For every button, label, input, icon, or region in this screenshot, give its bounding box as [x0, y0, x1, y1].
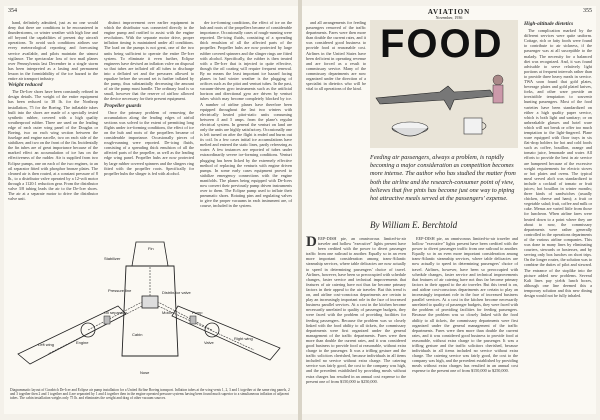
distributor-valve [142, 296, 158, 308]
diagram-label-left-wing: Left wing [38, 342, 55, 347]
left-column-2 [104, 20, 194, 234]
diagram-label-valve: Valve [204, 340, 214, 345]
de-icer-installation-diagram [8, 236, 292, 384]
article-deck: Feeding air passengers, always a problem, is rapidly becoming a major consideration as competition becomes more intense. The author who has studied the matter from both the airline and the research-consumer point of view, believes that five pints has become just one way to piping hot attractive meals served at the passengers' expense. [370, 154, 516, 203]
right-column-left-fragment [306, 20, 366, 200]
drop-cap: D [306, 236, 317, 250]
right-oil-separator [190, 316, 196, 324]
col2-intro: distinct improvement over earlier equipment in which the distributor was connected directly to the engine pump and rarified to assist with the engine revolutions. With the separate motor drive, proper inflation timing is maintained under all conditions. The load on the pumps is not great, one of the two units being sufficient to operate the entire De-Icer system. To eliminate it even further, Eclipse engineers have devised an inflation valve on disposal so that tubes are inflated off all tubes to discharge into a deflated set and the pressures allowed to equalize before the second set is further inflated by the pump, thus substantially decreasing the amount of air the pump must handle. The ordinary load is so small, however that the reserve of airflow allowed the device necessary for their present equipment. [104, 20, 194, 102]
left-page [4, 6, 298, 414]
food-photo-title: FOOD [380, 22, 504, 66]
article-byline: By William E. Berchtold [370, 220, 458, 230]
right-column-3 [524, 20, 592, 410]
left-page-number: 354 [8, 8, 17, 14]
issue-date: November, 1936 [435, 15, 463, 20]
food-photo [370, 20, 518, 148]
diagram-label-right-wing: Right wing [234, 336, 253, 341]
diagram-label-stabilizer: Stabilizer [104, 256, 121, 261]
diagram-label-motor: Motor [162, 310, 173, 315]
left-column-1 [8, 20, 98, 234]
diagram-label-engine: Engine [76, 340, 89, 345]
masthead: AVIATION [427, 8, 471, 16]
col3-text: der ice-forming conditions, the effect of ice on the hub and roots of the propellers became of considerable importance. Occasionally cases of rough-running were reported. De-icing fluids, consisting of a spreading thick emulsion of all the affected parts of the propeller. Propeller hubs are now protected by large rubber covered spinners and the slinger rings are fitted with alcohol. Specifically, the rubber is then treated with a De-Icer that is injected to quite effective, though the oil coating will require frequent renewal. By no means the least important ice hazard facing planes in bad winter weather is the plugging of orifices such as the pitot and venturi tubes. In the past, vacuum-driven gyro instruments such as the artificial horizon and directional gyro are driven by venturi tubes which may become completely blocked by ice. A number of airline planes have therefore been equipped throughout the last two winters with electrically heated pitot-static units consuming between 4 and 5 amps. from the plane's regular electrical system. In general the venturi on land are only the units are highly satisfactory. Occasionally one is left turned on after the flight is ended and burns out its coil. In a few cases initial ice accumulations have melted and entered the static lines, partly refreezing as water. A few instances are reported of tubes under extraordinarily severe ice-forming conditions. Venturi plugging has been licked by the extremely effective method of replacing the venturis with engine driven pumps. In some early cases equipment proved to stabilize emergency connections with the engine manifolds. The planes being equipped with De-Icers now convert their previously pump driven instruments over to them. The Eclipse pump used to inflate their pneumatic shoes. Rotating pins and regulating valves to give the proper vacuums in each instrument are, of course, included in the system. [200, 20, 292, 209]
right-col-left-text: and all arrangements for feeding passengers removed of the traffic departments. Fares were then more than double the current rates, and it was considered good business to provide food at reasonable cost. Airlines in the United States have been deficient in operating revenue and are forced as a result to commissary service. Many of the commissary departments are now organized under the direction of a specialist in dietetics who will be vital to all operations of the kind. [306, 20, 366, 92]
right-page [302, 6, 596, 414]
col2-subhead: Propeller guards [104, 102, 142, 109]
right-column-1 [306, 236, 406, 412]
diagram-label-nose: Nose [140, 370, 150, 375]
diagram-label-pressure-line: Pressure line [108, 288, 132, 293]
right-col1-text: EEP-DISH pie, an omnivorous limited-to-air traveler and hollow "executive" lights present have been credited with the power to divert passenger traffic from one railroad to another. Equally so in an even more important consideration among trans-Atlantic steamship services, where table delicacies are now actually to speed in determining passengers' choice of travel. Airlines, however, have been so preoccupied with schedule changes, faster service and technical improvements that features of air catering have not thus far become primary factors in their appeal to the air traveler. But this trend is on, and airline cost-conscious departments are certain to play an increasingly important role in the face of increased business parallel services. At a cost in the kitchen become necessarily unrelated to quality of passenger budgets, they were faced with the problem of providing facilities for feeding passengers. Because the problem was so closely linked with the food ability to all tickets, the commissary departments were first organized under the general management of the traffic departments. Fares were then more than double the current rates, and it was considered good business to provide food at reasonable, without extra charge to the passenger. It was a trifling gesture and the traffic solicitors cherished, because individuals in all items included no service without extra charge. The catering service was fairly good, the cost to the company was high, and the precedent established by providing meals without extra charges has resulted in an annual cost expense to the present one of from $150,000 to $250,000. [306, 236, 406, 384]
diagram-label-cabin: Cabin [132, 332, 143, 337]
diagram-label-pump: Pump [192, 310, 203, 315]
right-col-subhead: High-altitude dietetics [524, 21, 574, 27]
diagram-label-distributor: Distributor valve [162, 290, 191, 295]
right-page-number: 355 [583, 8, 592, 14]
right-column-2 [412, 236, 518, 412]
left-oil-separator [104, 316, 110, 324]
col1-intro: hand, definitely admitted, just as no one would deny that there are conditions to be encountered in thunderstorms, or winter weather with high line and off beyond the capabilities of present day aircraft operations. To avoid such conditions airlines use every meteorological reporting and forecasting service available, and pilots maintain the utmost vigilance. The spectacular loss of two mail planes over Pennsylvania last December in a single storm has been interpreted as a lasting and permanent lesson in the formidability of the ice hazard to the entire air transport industry. [8, 20, 98, 82]
col2-body: Once the primary problem of removing the accumulation along the leading edges of airfoil sections was solved to the extent of permitting long flights under ice-forming conditions, the effect of ice on the hub and roots of the propellers became of considerable importance. Occasionally pieces of rough-running were reported. De-icing fluids, consisting of a spreading thick emulsion of all the affected parts of the propeller, as well as the leading edge wing panel. Propeller hubs are now protected by large rubber covered spinners and the slingers ring fitted with the propeller roots. Specifically for propeller hubs the slinger is fed with alcohol. [104, 109, 194, 176]
right-col-body: The complication marked by the different services were quite uniform. Cottage, rich or fatty foods were found to contribute to air sickness, if the passenger was at all susceptible to the malady. The necessity for a balanced diet was recognized. And, it was found advisable to serve relatively light portions at frequent intervals rather than to provide three heavy meals in service. TWA soon found that gold plates, beverage plates and gold plated knives, forks, and other ware provide an irresistible temptation to souvenir hunting passengers. Most of the food varieties have been standardized on either a high quality paper service, which is both light and sanitary; or on unbreakable glasses and hotel ware which will not break or offer too much temptation to the light-fingered. Plane ware equipped with floor trays in six flat-drop holders for hot and cold foods such as coffee, bouillon, orange and tomato juice, lemonade and water. All efforts to provide the best in air service are hampered because of the excessive weight requirements for electric stoves or hot plates and ovens. The typical meal served aloft was standardized to include a cocktail of tomato or fruit juices; hot bouillon in winter months; three kinds of sandwiches (usually chicken, cheese and ham); a fruit or vegetable salad; fruit, coffee and milk or cake. Menus are varied little from those for luncheon. When airline fares were heated down to a point where they are about to now, the commissary departments were rather generally controlled in the operations departments of the various airline companies. This was done in many lines by eliminating couriers, stewards or hostesses, and by serving only box lunches on short trips. On the longer routes, the solution was to combine the duties of pilot and steward. The entrance of the stoplike into the picture added new problems. Several Kalt lines pay yields lunch boxes, although one line deemed this a temporary solution and this new dining design would not be fully inhaled. [524, 28, 592, 298]
right-col2-text: EEP-DISH pie, an omnivorous limited-to-air traveler and hollow "executive" lights present have been credited with the power to divert passenger traffic from one railroad to another. Equally so in an even more important consideration among trans-Atlantic steamship services, where table delicacies are now actually to speed in determining passengers' choice of travel. Airlines, however, have been so preoccupied with schedule changes, faster service and technical improvements that features of air catering have not thus far become primary factors in their appeal to the air traveler. But this trend is on, and airline cost-conscious departments are certain to play an increasingly important role in the face of increased business parallel services. At a cost in the kitchen become necessarily unrelated to quality of passenger budgets, they were faced with the problem of providing facilities for feeding passengers. Because the problem was so closely linked with the food ability to all tickets, the commissary departments were first organized under the general management of the traffic departments. Fares were then more than double the current rates, and it was considered good business to provide food at reasonable, without extra charge to the passenger. It was a trifling gesture and the traffic solicitors cherished, because individuals in all items included no service without extra charge. The catering service was fairly good, the cost to the company was high, and the precedent established by providing meals without extra charges has resulted in an annual cost expense to the present one of from $150,000 to $250,000. [412, 236, 518, 374]
diagram-caption: Diagrammatic layout of Goodrich De-Icer and Eclipse air pump installation for a United Airline Boeing transport. Inflation tubes at the wing vents 1, 2, 3 and 1 together at the same ring panels, 2 and 3 together then 2 and 1 together and 4 are separated by 1 and 4 together then in the engine operated pressure systems having been found much superior to a simultaneous inflation of adjacent tubes. The cabin installation weighs only 75 lb. and eliminates the weight and drag of other vacuum sources. [10, 388, 290, 401]
food-illustration-icon [370, 68, 518, 148]
diagram-label-fin: Fin [148, 246, 154, 251]
col1-subhead: Weight reduced [8, 82, 43, 89]
diagram-label-oil-separator: Oil separator [104, 310, 127, 315]
col1-body: The De-Icer shoes have been constantly refined in design details. The weight of the entire equipment has been reduced to 38 lb. for the Northrop installation, 75 for the Boeing. The inflatable tubes built into the shoes are made of a specially tested synthetic rubber, covered with a high quality weatherproof rubber. Three are used on the leading edge of each outer wing panel of the Douglas or Boeing, two on each wing section between the fuselage and engine nacelle, two on each side of the stabilizer, and two on the front of the fin. Incidentally the fin tubes are of great importance because of the marked effect an accumulation of ice has on the effectiveness of the rudder. Air is supplied from two Eclipse pumps, one on each of the two engines, to an oil separator fitted with phosphor bronze plates. The cleaned air is then routed, at a constant pressure of 8 lb., to a distributor valve operated by a 12-volt motor through a 1120:1 reduction gear. From the distributor valve 3/8 tubing leads the air to the De-Icer shoes. The air at a separate motor to drive the distributor valve unit. [8, 89, 98, 202]
left-column-3 [200, 20, 292, 234]
